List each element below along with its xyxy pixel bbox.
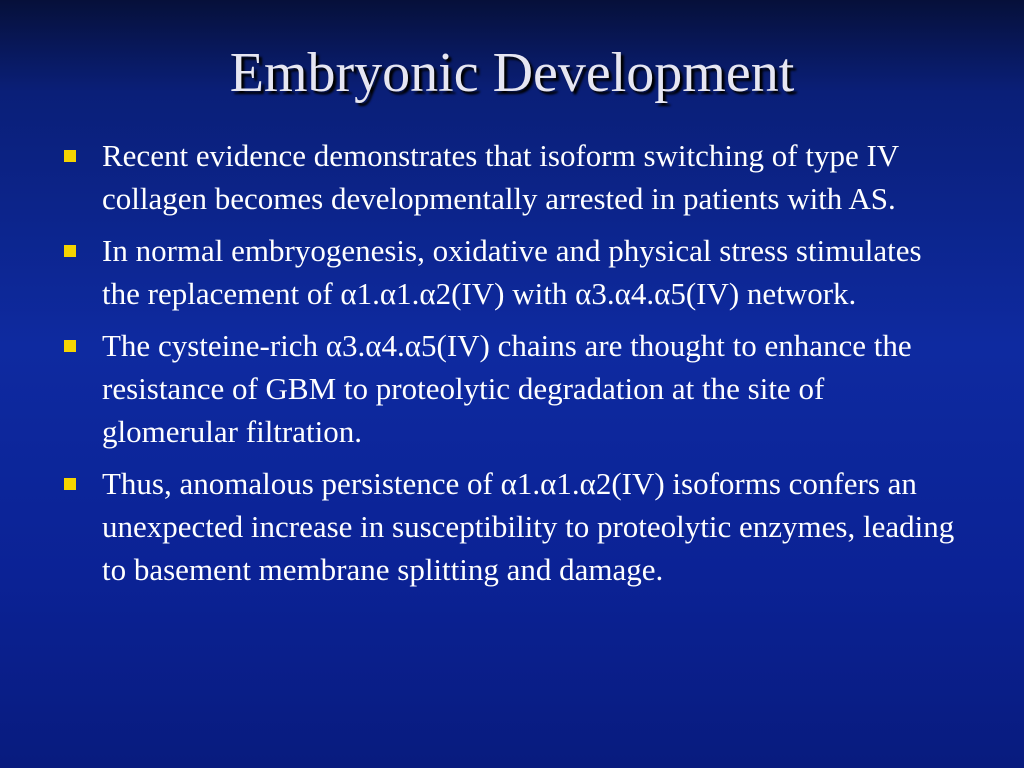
square-bullet-icon — [64, 478, 76, 490]
bullet-text: In normal embryogenesis, oxidative and physical stress stimulates the replacement of α1.α1.α2(IV) with α3.α4.α5(IV) network. — [102, 233, 922, 311]
bullet-list — [58, 134, 958, 600]
bullet-item — [58, 324, 958, 453]
slide-title: Embryonic Development — [229, 42, 795, 104]
bullet-text: Recent evidence demonstrates that isoform switching of type IV collagen becomes developmentally arrested in patients with AS. — [102, 138, 899, 216]
bullet-text: Thus, anomalous persistence of α1.α1.α2(IV) isoforms confers an unexpected increase in susceptibility to proteolytic enzymes, leading to basement membrane splitting and damage. — [102, 466, 955, 587]
square-bullet-icon — [64, 340, 76, 352]
bullet-item — [58, 134, 958, 220]
square-bullet-icon — [64, 245, 76, 257]
bullet-item — [58, 462, 958, 591]
square-bullet-icon — [64, 150, 76, 162]
bullet-text: The cysteine-rich α3.α4.α5(IV) chains are thought to enhance the resistance of GBM to proteolytic degradation at the site of glomerular filtration. — [102, 328, 912, 449]
bullet-item — [58, 229, 958, 315]
